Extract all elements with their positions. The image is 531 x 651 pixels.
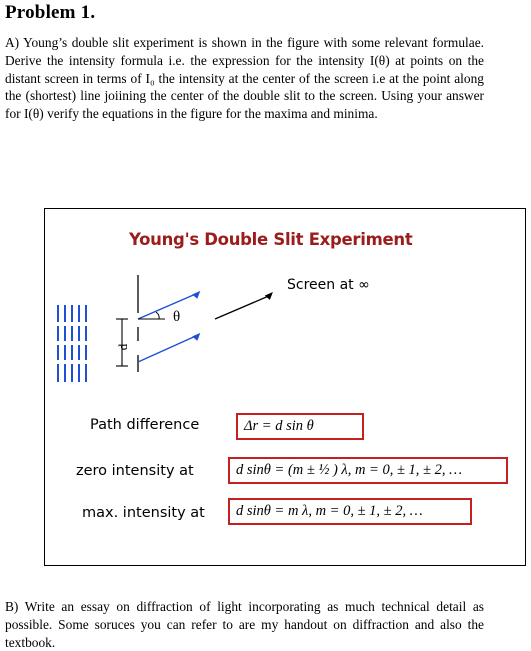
rays (138, 293, 198, 362)
max-intensity-formula: d sinθ = m λ, m = 0, ± 1, ± 2, … (228, 498, 472, 525)
max-intensity-label: max. intensity at (82, 505, 205, 521)
screen-label: Screen at ∞ (287, 277, 370, 293)
theta-arc (156, 312, 159, 319)
theta-label: θ (173, 309, 181, 325)
path-difference-formula: Δr = d sin θ (236, 413, 364, 440)
part-b-text: B) Write an essay on diffraction of light incorporating as much technical detail as possible. Some soruces you can refer to are my handout on diffraction and also the textbook. (5, 599, 484, 650)
figure-title: Young's Double Slit Experiment (129, 230, 413, 249)
screen-arrow (215, 295, 271, 319)
d-bracket (116, 319, 128, 366)
zero-intensity-label: zero intensity at (76, 463, 194, 479)
path-difference-label: Path difference (90, 417, 200, 433)
part-a-text: A) Young’s double slit experiment is shown in the figure with some relevant formulae. Derive the intensity formula i.e. the expression for the intensity I(θ) at points on the distant screen in terms of I₀ the intensity at the center of the screen i.e at the point along the (shortest) line joiining the center of the double slit to the screen. Using your answer for I(θ) verify the equations in the figure for the maxima and minima. (5, 35, 484, 122)
zero-intensity-formula: d sinθ = (m ± ½ ) λ, m = 0, ± 1, ± 2, … (228, 457, 508, 484)
d-label: d (115, 343, 130, 351)
young-double-slit-figure (44, 208, 526, 566)
problem-heading: Problem 1. (5, 2, 96, 23)
